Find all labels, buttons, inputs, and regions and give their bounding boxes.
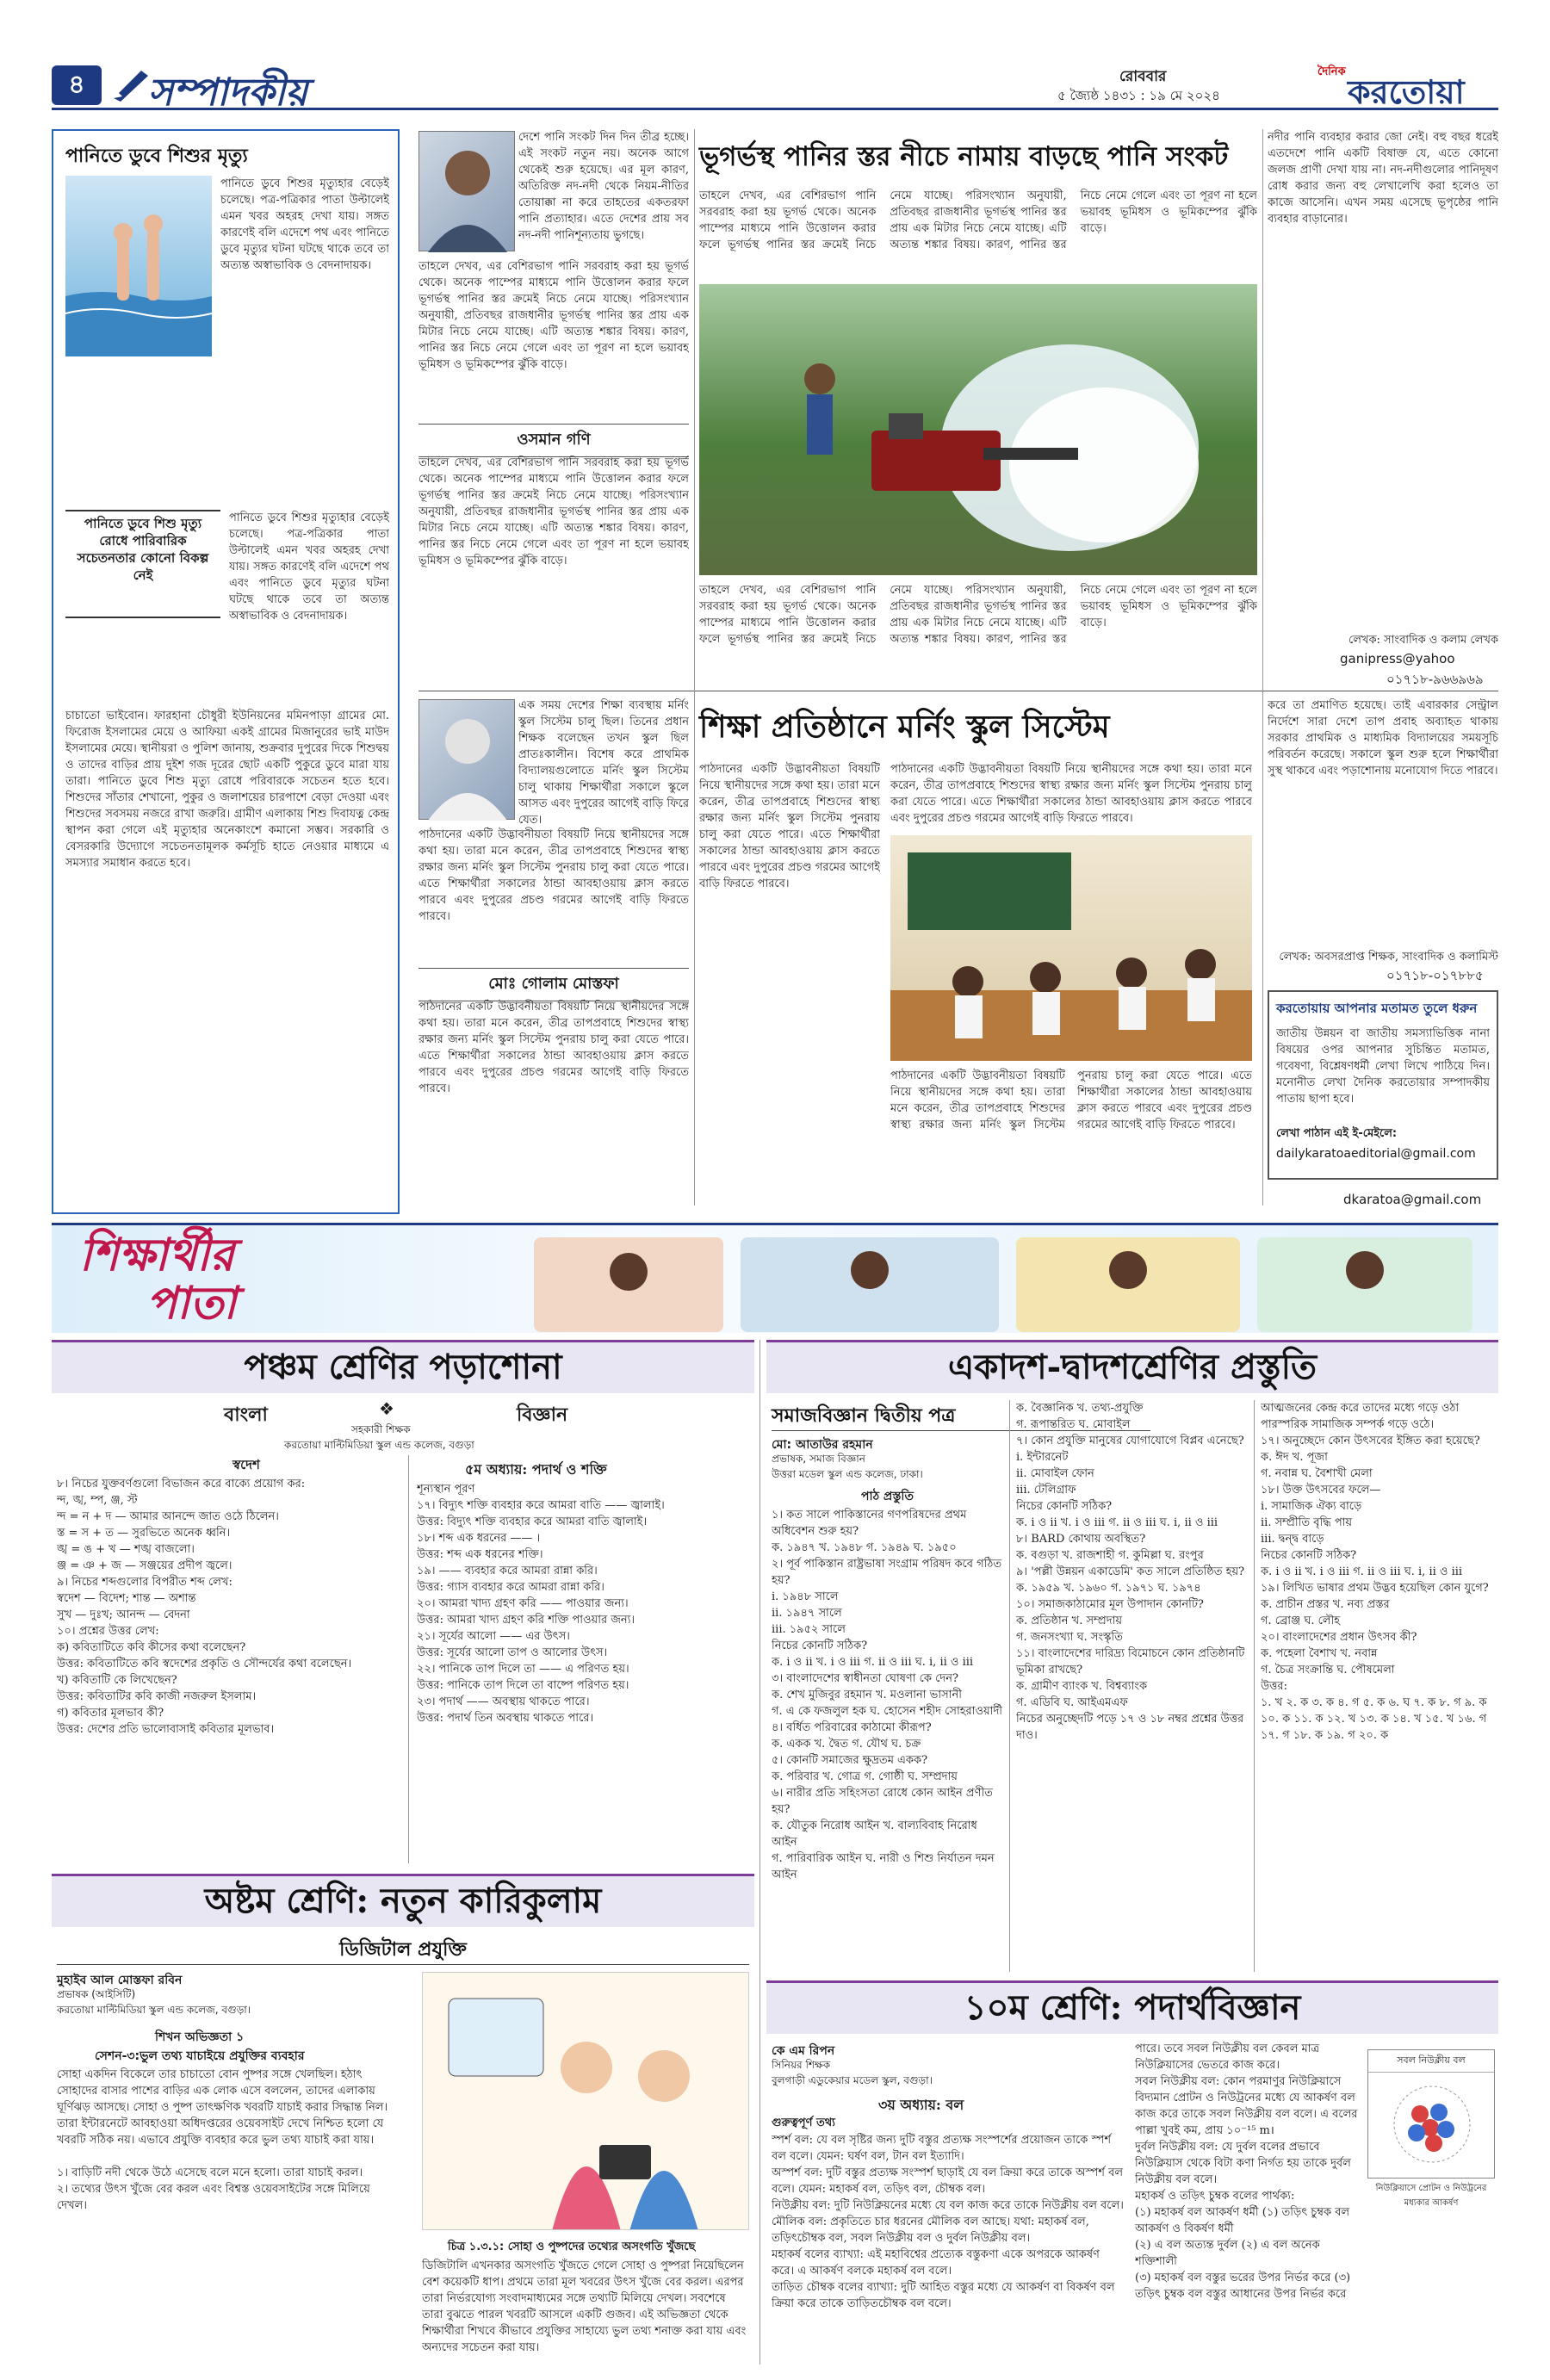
science-subject: বিজ্ঞান (517, 1404, 568, 1426)
girls-tablet-image (423, 1973, 749, 2230)
cartoon-illustration (422, 1972, 749, 2230)
page-number: ৪ (52, 65, 102, 105)
banner-title-line2: পাতা (146, 1277, 237, 1329)
article3-left-text-2: পাঠদানের একটি উদ্ভাবনীয়তা বিষয়টি নিয়ে স্থানীয়দের সঙ্গে কথা হয়। তারা মনে করেন, তীব্র তাপপ্রবাহে শিশুদের স্বাস্থ্য রক্ষার জন্য মর্নিং স্কুল সিস্টেম পুনরায় চালু করা যেতে পারে। এতে শিক্ষার্থীরা সকালের ঠান্ডা আবহাওয়ায় ক্লাস করতে পারবে এবং দুপুরের প্রচণ্ড গরমের আগেই বাড়ি ফিরতে পারবে। (418, 828, 689, 923)
class10-teacher-role: সিনিয়র শিক্ষক (772, 2059, 831, 2071)
class10-body-right: পারে। তবে সবল নিউক্লীয় বল কেবল মাত্র নিউক্লিয়াসের ভেতরে কাজ করে। সবল নিউক্লীয় বল: কোন পরমাণুর নিউক্লিয়াসে বিদ্যমান প্রোটন ও নিউট্রনের মধ্যে যে আকর্ষণ বল কাজ করে তাকে সবল নিউক্লীয় বল বলে। এ বলের পাল্লা খুবই কম, প্রায় ১০⁻¹⁵ m। দুর্বল নিউক্লীয় বল: যে দুর্বল বলের প্রভাবে নিউক্লিয়াস থেকে বিটা কণা নির্গত হয় তাকে দুর্বল নিউক্লীয় বল বলে। মহাকর্ষ ও তড়িৎ চুম্বক বলের পার্থক্য: (১) মহাকর্ষ বল আকর্ষণ ধর্মী (১) তড়িৎ চুম্বক বল আকর্ষণ ও বিকর্ষণ ধর্মী (২) এ বল অত্যন্ত দুর্বল (২) এ বল অনেক শক্তিশালী (৩) মহাকর্ষ বল বস্তুর ভরের উপর নির্ভর করে (৩) তড়িৎ চুম্বক বল বস্তুর আধানের উপর নির্ভর করে (1135, 2042, 1358, 2301)
class8-body-2: ডিজিটালি এখনকার অসংগতি খুঁজতে গেলে সোহা ও পুষ্পরা নিয়েছিলেন বেশ কয়েকটি ধাপ। প্রথমে তারা মূল খবরের উৎস খুঁজে বের করল। এরপর তারা নির্ভরযোগ্য সংবাদমাধ্যমের সঙ্গে তথ্যটি মিলিয়ে দেখল। সবশেষে তারা বুঝতে পারল খবরটি আসলে একটি গুজব। এই অভিজ্ঞতা থেকে শিক্ষার্থীরা শিখবে কীভাবে প্রযুক্তির সাহায্যে ভুল তথ্য শনাক্ত করা যায় এবং অন্যদের সচেতন করা যায়। (422, 2259, 747, 2354)
classroom-photo (890, 835, 1252, 1061)
class5-school: করতোয়া মাল্টিমিডিয়া স্কুল এন্ড কলেজ, বগুড়া (284, 1439, 474, 1451)
opinion-box (1268, 990, 1498, 1180)
column-rule (1254, 1400, 1255, 1972)
pump-image (699, 284, 1257, 575)
drowning-illustration (65, 176, 212, 356)
article3-main-text: পাঠদানের একটি উদ্ভাবনীয়তা বিষয়টি নিয়ে স্থানীয়দের সঙ্গে কথা হয়। তারা মনে করেন, তীব্র তাপপ্রবাহে শিশুদের স্বাস্থ্য রক্ষার জন্য মর্নিং স্কুল সিস্টেম পুনরায় চালু করা যেতে পারে। এতে শিক্ষার্থীরা সকালের ঠান্ডা আবহাওয়ায় ক্লাস করতে পারবে এবং দুপুরের প্রচণ্ড গরমের আগেই বাড়ি ফিরতে পারবে। (699, 763, 880, 890)
class11-subject: সমাজবিজ্ঞান দ্বিতীয় পত্র (772, 1400, 1150, 1431)
class11-questions-col1: ১। কত সালে পাকিস্তানের গণপরিষদের প্রথম অধিবেশন শুরু হয়? ক. ১৯৪৭ খ. ১৯৪৮ গ. ১৯৪৯ ঘ. ১৯৫০ ২। পূর্ব পাকিস্তান রাষ্ট্রভাষা সংগ্রাম পরিষদ কবে গঠিত হয়? i. ১৯৪৮ সালে ii. ১৯৪৭ সালে iii. ১৯৫২ সালে নিচের কোনটি সঠিক? ক. i ও ii খ. i ও iii গ. ii ও iii ঘ. i, ii ও iii ৩। বাংলাদেশের স্বাধীনতা ঘোষণা কে দেন? ক. শেখ মুজিবুর রহমান খ. মওলানা ভাসানী গ. এ কে ফজলুল হক ঘ. হোসেন শহীদ সোহরাওয়ার্দী ৪। বর্ধিত পরিবারের কাঠামো কীরূপ? ক. একক খ. দ্বৈত গ. যৌথ ঘ. চক্র ৫। কোনটি সমাজের ক্ষুদ্রতম একক? ক. পরিবার খ. গোত্র গ. গোষ্ঠী ঘ. সম্প্রদায় ৬। নারীর প্রতি সহিংসতা রোধে কোন আইন প্রণীত হয়? ক. যৌতুক নিরোধ আইন খ. বাল্যবিবাহ নিরোধ আইন গ. পারিবারিক আইন ঘ. নারী ও শিশু নির্যাতন দমন আইন (772, 1509, 1003, 1881)
classroom-image (890, 835, 1252, 1061)
pull-quote: পানিতে ডুবে শিশু মৃত্যু রোধে পারিবারিক সচেতনতার কোনো বিকল্প নেই (65, 510, 220, 618)
atom-nucleus-icon (1368, 2073, 1495, 2176)
article3-footer: লেখক: অবসরপ্রাপ্ত শিক্ষক, সাংবাদিক ও কলামিস্ট (1279, 951, 1498, 964)
class11-chapter: পাঠ প্রস্তুতি (861, 1490, 914, 1503)
person-icon (419, 700, 516, 821)
class11-teacher-role: প্রভাষক, সমাজ বিজ্ঞান (772, 1453, 865, 1465)
class10-chapter: ৩য় অধ্যায়: বল (878, 2097, 964, 2113)
class10-school: বুলগাড়ী এডুকেয়ার মডেল স্কুল, বগুড়া। (772, 2074, 933, 2086)
class8-figure-caption: চিত্র ১.৩.১: সোহা ও পুষ্পদের তথ্যের অসংগতি খুঁজছে (448, 2241, 696, 2253)
newspaper-logo: করতোয়া (1348, 72, 1465, 111)
article2-right-text: নদীর পানি ব্যবহার করার জো নেই। বহু বছর ধরেই এতদেশে পানি একটি বিষাক্ত যে, এতে কোনো জলজ প্রাণী দেখা যায় না। নদ-নদীগুলোর পানিদূষণ রোধ করার জন্য বহু লেখালেখি করা হলেও তা কাজে আসেনি। এখন সময় এসেছে ভূপৃষ্ঠের পানি ব্যবহার বাড়ানোর। (1268, 131, 1498, 226)
hand-in-water-icon (65, 176, 212, 356)
article-title: পানিতে ডুবে শিশুর মৃত্যু (65, 145, 248, 167)
bangla-subject: বাংলা (224, 1404, 268, 1426)
article-drowning-box (52, 129, 400, 1214)
class10-heading: ১০ম শ্রেণি: পদার্থবিজ্ঞান (766, 1980, 1498, 2034)
article2-left-text-2: তাহলে দেখব, এর বেশিরভাগ পানি সরবরাহ করা হয় ভূগর্ভ থেকে। অনেক পাম্পের মাধ্যমে পানি উত্তোলন করার ফলে ভূগর্ভস্থ পানির স্তর ক্রমেই নিচে নেমে যাচ্ছে। পরিসংখ্যান অনুযায়ী, প্রতিবছর রাজধানীর ভূগর্ভস্থ পানির স্তর প্রায় এক মিটার নিচে নেমে যাচ্ছে। এটি অত্যন্ত শঙ্কার বিষয়। কারণ, পানির স্তর নিচে নেমে গেলে এবং তা পূরণ না হলে ভয়াবহ ভূমিধস ও ভূমিকম্পের ঝুঁকি বাড়ে। (418, 260, 689, 371)
students-illustration (534, 1229, 1481, 1332)
water-pump-photo (699, 284, 1257, 575)
brand-prefix: দৈনিক (1318, 65, 1346, 78)
banner-title-line1: শিক্ষার্থীর (79, 1229, 235, 1281)
article2-headline: ভূগর্ভস্থ পানির স্তর নীচে নামায় বাড়ছে পানি সংকট (699, 141, 1229, 172)
class8-teacher: মুহাইব আল মোস্তফা রবিন (57, 1974, 183, 1987)
column-rule (694, 129, 695, 1205)
article2-left-text-3: তাহলে দেখব, এর বেশিরভাগ পানি সরবরাহ করা হয় ভূগর্ভ থেকে। অনেক পাম্পের মাধ্যমে পানি উত্তোলন করার ফলে ভূগর্ভস্থ পানির স্তর ক্রমেই নিচে নেমে যাচ্ছে। পরিসংখ্যান অনুযায়ী, প্রতিবছর রাজধানীর ভূগর্ভস্থ পানির স্তর প্রায় এক মিটার নিচে নেমে যাচ্ছে। এটি অত্যন্ত শঙ্কার বিষয়। কারণ, পানির স্তর নিচে নেমে গেলে এবং তা পূরণ না হলে ভয়াবহ ভূমিধস ও ভূমিকম্পের ঝুঁকি বাড়ে। (418, 456, 689, 567)
bangla-topic: স্বদেশ (232, 1457, 260, 1472)
nucleus-figure (1367, 2049, 1495, 2179)
article2-lower-text: তাহলে দেখব, এর বেশিরভাগ পানি সরবরাহ করা হয় ভূগর্ভ থেকে। অনেক পাম্পের মাধ্যমে পানি উত্তোলন করার ফলে ভূগর্ভস্থ পানির স্তর ক্রমেই নিচে নেমে যাচ্ছে। পরিসংখ্যান অনুযায়ী, প্রতিবছর রাজধানীর ভূগর্ভস্থ পানির স্তর প্রায় এক মিটার নিচে নেমে যাচ্ছে। এটি অত্যন্ত শঙ্কার বিষয়। কারণ, পানির স্তর নিচে নেমে গেলে এবং তা পূরণ না হলে ভয়াবহ ভূমিধস ও ভূমিকম্পের ঝুঁকি বাড়ে। (699, 584, 1257, 646)
article3-mid-text: পাঠদানের একটি উদ্ভাবনীয়তা বিষয়টি নিয়ে স্থানীয়দের সঙ্গে কথা হয়। তারা মনে করেন, তীব্র তাপপ্রবাহে শিশুদের স্বাস্থ্য রক্ষার জন্য মর্নিং স্কুল সিস্টেম পুনরায় চালু করা যেতে পারে। এতে শিক্ষার্থীরা সকালের ঠান্ডা আবহাওয়ায় ক্লাস করতে পারবে এবং দুপুরের প্রচণ্ড গরমের আগেই বাড়ি ফিরতে পারবে। (890, 763, 1252, 825)
column-rule (1009, 1400, 1010, 1972)
section-title: সম্পাদকীয় (148, 71, 308, 115)
article3-left-text-3: পাঠদানের একটি উদ্ভাবনীয়তা বিষয়টি নিয়ে স্থানীয়দের সঙ্গে কথা হয়। তারা মনে করেন, তীব্র তাপপ্রবাহে শিশুদের স্বাস্থ্য রক্ষার জন্য মর্নিং স্কুল সিস্টেম পুনরায় চালু করা যেতে পারে। এতে শিক্ষার্থীরা সকালের ঠান্ডা আবহাওয়ায় ক্লাস করতে পারবে এবং দুপুরের প্রচণ্ড গরমের আগেই বাড়ি ফিরতে পারবে। (418, 1001, 689, 1095)
day-label: রোববার (1119, 68, 1167, 85)
article2-footer: লেখক: সাংবাদিক ও কলাম লেখক (1348, 634, 1498, 647)
article-intro: পানিতে ডুবে শিশুর মৃত্যুহার বেড়েই চলেছে। পত্র-পত্রিকার পাতা উল্টালেই এমন খবর অহরহ দেখা যায়। সঙ্গত কারণেই বলি এদেশে পথ এবং পানিতে ডুবে মৃত্যুর ঘটনা ঘটছে থাকে তবে তা অত্যন্ত অস্বাভাবিক ও বেদনাদায়ক। (220, 177, 389, 272)
diamond-icon: ❖ (379, 1398, 394, 1419)
article3-right-text: করে তা প্রমাণিত হয়েছে। তাই এবারকার সেন্ট্রাল নির্দেশে সারা দেশে তাপ প্রবাহ অব্যাহত থাকায় সরকার প্রাথমিক ও মাধ্যমিক বিদ্যালয়ের সময়সূচি পরিবর্তন করেছে। সকালে স্কুল শুরু হলে শিক্ষার্থীরা সুস্থ থাকবে এবং পড়াশোনায় মনোযোগ দিতে পারবে। (1268, 699, 1498, 778)
nucleus-caption: নিউক্লিয়াসে প্রোটন ও নিউট্রনের মধ্যকার আকর্ষণ (1375, 2184, 1487, 2208)
class5-teacher: সহকারী শিক্ষক (351, 1423, 411, 1435)
bangla-questions: ৮। নিচের যুক্তবর্ণগুলো বিভাজন করে বাক্যে প্রয়োগ কর: ন্দ, ঙ্খ, ম্প, ঞ্জ, স্ট ন্দ = ন + দ — আমার আনন্দে জাত ওঠে ঠিলেন। স্ত = স + ত — সুরভিতে অনেক ধ্বনি। ঙ্খ = ঙ + খ — শঙ্খ বাজলো। ঞ্জ = ঞ + জ — সঞ্জয়ের প্রদীপ জ্বলে। ৯। নিচের শব্দগুলোর বিপরীত শব্দ লেখ: স্বদেশ — বিদেশ; শান্ত — অশান্ত সুখ — দুঃখ; আনন্দ — বেদনা ১০। প্রশ্নের উত্তর লেখ: ক) কবিতাটিতে কবি কীসের কথা বলেছেন? উত্তর: কবিতাটিতে কবি স্বদেশের প্রকৃতি ও সৌন্দর্যের কথা বলেছেন। খ) কবিতাটি কে লিখেছেন? উত্তর: কবিতাটির কবি কাজী নজরুল ইসলাম। গ) কবিতার মূলভাব কী? উত্তর: দেশের প্রতি ভালোবাসাই কবিতার মূলভাব। (57, 1478, 352, 1736)
science-chapter: ৫ম অধ্যায়: পদার্থ ও শক্তি (465, 1461, 607, 1478)
class10-lesson-title: গুরুত্বপূর্ণ তথ্য (772, 2117, 835, 2129)
nucleus-figure-label: সবল নিউক্লীয় বল (1368, 2050, 1494, 2073)
class11-heading: একাদশ-দ্বাদশশ্রেণির প্রস্তুতি (766, 1340, 1498, 1393)
article3-left-text: এক সময় দেশের শিক্ষা ব্যবস্থায় মর্নিং স্কুল সিস্টেম চালু ছিল। তিনের প্রধান শিক্ষক বলেছেন তখন স্কুল ছিল প্রাতঃকালীন। বিশেষ করে প্রাথমিক বিদ্যালয়গুলোতে মর্নিং স্কুল সিস্টেম চালু থাকায় শিক্ষার্থীরা সকালে স্কুলে আসত এবং দুপুরের আগেই বাড়ি ফিরে যেত। (518, 699, 689, 827)
author-email[interactable]: ganipress@yahoo (1340, 651, 1455, 666)
editorial-email[interactable]: dailykaratoaeditorial@gmail.com (1276, 1147, 1476, 1161)
author-name: মোঃ গোলাম মোস্তফা (418, 968, 689, 1001)
send-label: লেখা পাঠান এই ই-মেইলে: (1276, 1127, 1398, 1140)
article2-main-text: তাহলে দেখব, এর বেশিরভাগ পানি সরবরাহ করা হয় ভূগর্ভ থেকে। অনেক পাম্পের মাধ্যমে পানি উত্তোলন করার ফলে ভূগর্ভস্থ পানির স্তর ক্রমেই নিচে নেমে যাচ্ছে। পরিসংখ্যান অনুযায়ী, প্রতিবছর রাজধানীর ভূগর্ভস্থ পানির স্তর প্রায় এক মিটার নিচে নেমে যাচ্ছে। এটি অত্যন্ত শঙ্কার বিষয়। কারণ, পানির স্তর নিচে নেমে গেলে এবং তা পূরণ না হলে ভয়াবহ ভূমিধস ও ভূমিকম্পের ঝুঁকি বাড়ে। (699, 189, 1257, 251)
class11-questions-col3: আত্মজনের কেন্দ্র করে তাদের মধ্যে গড়ে ওঠা পারস্পরিক সামাজিক সম্পর্ক গড়ে ওঠে। ১৭। অনুচ্ছেদে কোন উৎসবের ইঙ্গিত করা হয়েছে? ক. ঈদ খ. পূজা গ. নবান্ন ঘ. বৈশাখী মেলা ১৮। উক্ত উৎসবের ফলে— i. সামাজিক ঐক্য বাড়ে ii. সম্প্রীতি বৃদ্ধি পায় iii. দ্বন্দ্ব বাড়ে নিচের কোনটি সঠিক? ক. i ও ii খ. i ও iii গ. ii ও iii ঘ. i, ii ও iii ১৯। লিখিত ভাষার প্রথম উদ্ভব হয়েছিল কোন যুগে? ক. প্রাচীন প্রস্তর খ. নব্য প্রস্তর গ. ব্রোঞ্জ ঘ. লৌহ ২০। বাংলাদেশের প্রধান উৎসব কী? ক. পহেলা বৈশাখ খ. নবান্ন গ. চৈত্র সংক্রান্তি ঘ. পৌষমেলা উত্তর: ১. খ ২. ক ৩. ক ৪. গ ৫. ক ৬. ঘ ৭. ক ৮. গ ৯. ক ১০. ক ১১. ক ১২. খ ১৩. ক ১৪. খ ১৫. খ ১৬. গ ১৭. গ ১৮. ক ১৯. গ ২০. ক (1261, 1402, 1489, 1742)
column-rule (408, 1455, 409, 1863)
class11-school: উত্তরা মডেল স্কুল এন্ড কলেজ, ঢাকা। (772, 1468, 923, 1480)
column-rule (1262, 129, 1263, 1205)
article2-left-text: দেশে পানি সংকট দিন দিন তীব্র হচ্ছে। এই সংকট নতুন নয়। অনেক আগে থেকেই শুরু হয়েছে। এর মূল কারণ, অতিরিক্ত নদ-নদী থেকে নিয়ম-নীতির তোয়াক্কা না করে তাহতের একতরফা পানি প্রত্যাহার। এতে দেশের প্রায় সব নদ-নদী পানিশূন্যতায় ভুগছে। (518, 131, 689, 242)
class8-subject: ডিজিটাল প্রযুক্তি (57, 1934, 749, 1965)
author-name: ওসমান গণি (418, 424, 689, 457)
class11-questions-col2: ক. বৈজ্ঞানিক খ. তথ্য-প্রযুক্তি গ. রূপান্তরিত ঘ. মোবাইল ৭। কোন প্রযুক্তি মানুষের যোগাযোগে বিপ্লব এনেছে? i. ইন্টারনেট ii. মোবাইল ফোন iii. টেলিগ্রাফ নিচের কোনটি সঠিক? ক. i ও ii খ. i ও iii গ. ii ও iii ঘ. i, ii ও iii ৮। BARD কোথায় অবস্থিত? ক. বগুড়া খ. রাজশাহী গ. কুমিল্লা ঘ. রংপুর ৯। 'পল্লী উন্নয়ন একাডেমি' কত সালে প্রতিষ্ঠিত হয়? ক. ১৯৫৯ খ. ১৯৬০ গ. ১৯৭১ ঘ. ১৯৭৪ ১০। সমাজকাঠামোর মূল উপাদান কোনটি? ক. প্রতিষ্ঠান খ. সম্প্রদায় গ. জনসংখ্যা ঘ. সংস্কৃতি ১১। বাংলাদেশের দারিদ্র্য বিমোচনে কোন প্রতিষ্ঠানটি ভূমিকা রাখছে? ক. গ্রামীণ ব্যাংক খ. বিশ্বব্যাংক গ. এডিবি ঘ. আইএমএফ নিচের অনুচ্ছেদটি পড়ে ১৭ ও ১৮ নম্বর প্রশ্নের উত্তর দাও। (1016, 1402, 1245, 1742)
opinion-text: জাতীয় উন্নয়ন বা জাতীয় সমস্যাভিত্তিক নানা বিষয়ের ওপর আপনার সুচিন্তিত মতামত, গবেষণা, বিশ্লেষণধর্মী লেখা লিখে পাঠিয়ে দিন। মনোনীত লেখা দৈনিক করতোয়ার সম্পাদকীয় পাতায় ছাপা হবে। (1276, 1027, 1490, 1106)
students-banner (52, 1223, 1498, 1333)
class8-topic: শিখন অভিজ্ঞতা ১ (155, 2030, 245, 2044)
masthead (52, 62, 1498, 115)
class8-body: সোহা একদিন বিকেলে তার চাচাতো বোন পুষ্পর সঙ্গে খেলছিল। হঠাৎ সোহাদের বাসার পাশের বাড়ির এক লোক এসে বললেন, তাদের এলাকায় ঘূর্ণিঝড় আসছে। সোহা ও পুষ্প তাৎক্ষণিক খবরটি যাচাই করার সিদ্ধান্ত নিল। তারা ইন্টারনেটে আবহাওয়া অধিদপ্তরের ওয়েবসাইট দেখে নিশ্চিত হলো যে খবরটি সঠিক নয়। এভাবে প্রযুক্তি ব্যবহার করে ভুল তথ্য যাচাই করা যায়। ১। বাড়িটি নদী থেকে উঠে এসেছে বলে মনে হলো। তারা যাচাই করল। ২। তথ্যের উৎস খুঁজে বের করল এবং বিশ্বস্ত ওয়েবসাইটের সঙ্গে মিলিয়ে দেখল। (57, 2068, 388, 2212)
date-label: ৫ জ্যৈষ্ঠ ১৪৩১ : ১৯ মে ২০২৪ (1057, 88, 1220, 103)
author-photo-osman (418, 131, 515, 251)
class10-teacher: কে এম রিপন (772, 2044, 835, 2058)
person-icon (419, 132, 516, 252)
author-photo-golam (418, 699, 515, 820)
class5-heading: পঞ্চম শ্রেণির পড়াশোনা (52, 1340, 754, 1393)
class8-school: করতোয়া মাল্টিমিডিয়া স্কুল এন্ড কলেজ, বগুড়া। (57, 2004, 251, 2016)
class11-teacher: মো: আতাউর রহমান (772, 1438, 873, 1452)
author-phone: ০১৭১৮-৯৬৬৯৬৯ (1386, 672, 1484, 687)
article-continued: পানিতে ডুবে শিশুর মৃত্যুহার বেড়েই চলেছে। পত্র-পত্রিকার পাতা উল্টালেই এমন খবর অহরহ দেখা যায়। সঙ্গত কারণেই বলি এদেশে পথ এবং পানিতে ডুবে মৃত্যুর ঘটনা ঘটছে থাকে তবে তা অত্যন্ত অস্বাভাবিক ও বেদনাদায়ক। (229, 511, 389, 623)
pen-icon (110, 67, 152, 102)
article3-lower-text: পাঠদানের একটি উদ্ভাবনীয়তা বিষয়টি নিয়ে স্থানীয়দের সঙ্গে কথা হয়। তারা মনে করেন, তীব্র তাপপ্রবাহে শিশুদের স্বাস্থ্য রক্ষার জন্য মর্নিং স্কুল সিস্টেম পুনরায় চালু করা যেতে পারে। এতে শিক্ষার্থীরা সকালের ঠান্ডা আবহাওয়ায় ক্লাস করতে পারবে এবং দুপুরের প্রচণ্ড গরমের আগেই বাড়ি ফিরতে পারবে। (890, 1069, 1252, 1131)
article3-headline: শিক্ষা প্রতিষ্ঠানে মর্নিং স্কুল সিস্টেম (699, 709, 1110, 745)
class10-body-left: স্পর্শ বল: যে বল সৃষ্টির জন্য দুটি বস্তুর প্রত্যক্ষ সংস্পর্শের প্রয়োজন তাকে স্পর্শ বল বলে। যেমন: ঘর্ষণ বল, টান বল ইত্যাদি। অস্পর্শ বল: দুটি বস্তুর প্রত্যক্ষ সংস্পর্শ ছাড়াই যে বল ক্রিয়া করে তাকে অস্পর্শ বল বলে। যেমন: মহাকর্ষ বল, তড়িৎ বল, চৌম্বক বল। নিউক্লীয় বল: দুটি নিউক্লিয়নের মধ্যে যে বল কাজ করে তাকে নিউক্লীয় বল বলে। মৌলিক বল: প্রকৃতিতে চার ধরনের মৌলিক বল আছে। যথা: মহাকর্ষ বল, তড়িৎচৌম্বক বল, সবল নিউক্লীয় বল ও দুর্বল নিউক্লীয় বল। মহাকর্ষ বলের ব্যাখ্যা: এই মহাবিশ্বের প্রত্যেক বস্তুকণা একে অপরকে আকর্ষণ করে। এ আকর্ষণ বলকে মহাকর্ষ বল বলে। তাড়িত চৌম্বক বলের ব্যাখ্যা: দুটি আহিত বস্তুর মধ্যে যে আকর্ষণ বা বিকর্ষণ বল ক্রিয়া করে তাকে তাড়িতচৌম্বক বল বলে। (772, 2134, 1124, 2310)
article-body: চাচাতো ভাইবোন। ফারহানা চৌধুরী ইউনিয়নের মমিনপাড়া গ্রামের মো. ফিরোজ ইসলামের মেয়ে ও আফিয়া একই গ্রামের মিজানুরের ভাই মাউদ ইসলামের মেয়ে। স্থানীয়রা ও পুলিশ জানায়, শুক্রবার দুপুরের দিকে শিশুদ্বয় ও তাদের বাড়ির প্রায় দুইশ গজ দূরের ছোট একটি পুকুরে ডুবে মারা যায় তারা। পানিতে ডুবে শিশু মৃত্যু রোধে পরিবারকে সচেতন হতে হবে। শিশুদের সাঁতার শেখানো, পুকুর ও জলাশয়ের চারপাশে বেড়া দেওয়া এবং শিশুদের সবসময় নজরে রাখা জরুরি। গ্রামীণ এলাকায় শিশু দিবাযত্ন কেন্দ্র স্থাপন করা গেলে এই মৃত্যুহার অনেকাংশে কমানো সম্ভব। সরকারি ও বেসরকারি উদ্যোগে সচেতনতামূলক কর্মসূচি হাতে নেওয়ার মাধ্যমে এ সমস্যার সমাধান করতে হবে। (65, 710, 389, 870)
science-questions: শূন্যস্থান পূরণ ১৭। বিদ্যুৎ শক্তি ব্যবহার করে আমরা বাতি —— জ্বালাই। উত্তর: বিদ্যুৎ শক্তি ব্যবহার করে আমরা বাতি জ্বালাই। ১৮। শব্দ এক ধরনের —— । উত্তর: শব্দ এক ধরনের শক্তি। ১৯। —— ব্যবহার করে আমরা রান্না করি। উত্তর: গ্যাস ব্যবহার করে আমরা রান্না করি। ২০। আমরা খাদ্য গ্রহণ করি —— পাওয়ার জন্য। উত্তর: আমরা খাদ্য গ্রহণ করি শক্তি পাওয়ার জন্য। ২১। সূর্যের আলো —— এর উৎস। উত্তর: সূর্যের আলো তাপ ও আলোর উৎস। ২২। পানিকে তাপ দিলে তা —— এ পরিণত হয়। উত্তর: পানিকে তাপ দিলে তা বাষ্পে পরিণত হয়। ২৩। পদার্থ —— অবস্থায় থাকতে পারে। উত্তর: পদার্থ তিন অবস্থায় থাকতে পারে। (417, 1483, 665, 1725)
author-phone: ০১৭১৮-০১৭৮৮৫ (1386, 968, 1484, 983)
class8-session: সেশন-৩:ভুল তথ্য যাচাইয়ে প্রযুক্তির ব্যবহার (95, 2049, 305, 2063)
class8-heading: অষ্টম শ্রেণি: নতুন কারিকুলাম (52, 1874, 754, 1927)
opinion-title: করতোয়ায় আপনার মতামত তুলে ধরুন (1276, 1001, 1478, 1016)
class8-teacher-role: প্রভাষক (আইসিটি) (57, 1988, 136, 2000)
general-email[interactable]: dkaratoa@gmail.com (1343, 1192, 1482, 1207)
